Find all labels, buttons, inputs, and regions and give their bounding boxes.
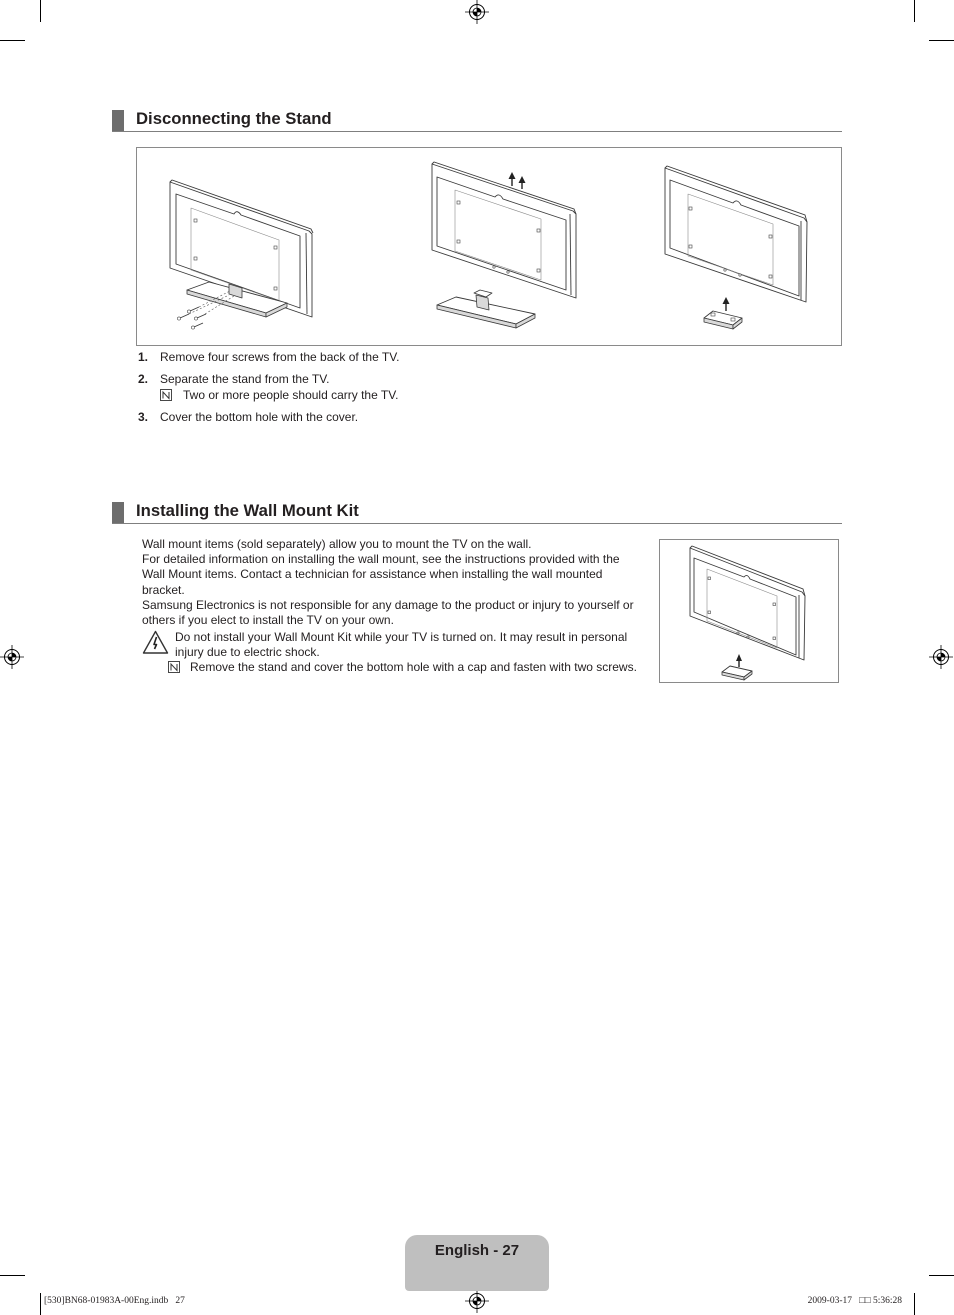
wall-mount-illustration xyxy=(659,539,839,683)
screw-hole xyxy=(708,611,711,614)
print-file-info: [530]BN68-01983A-00Eng.indb 27 xyxy=(44,1296,185,1306)
screw-hole xyxy=(194,219,197,222)
arrow-up-icon xyxy=(736,654,742,667)
screw-hole xyxy=(773,603,776,606)
section-heading: Installing the Wall Mount Kit xyxy=(136,501,359,520)
print-timestamp: 2009-03-17 □□ 5:36:28 xyxy=(807,1296,902,1306)
section-heading-rule xyxy=(112,523,842,524)
screw-hole xyxy=(689,207,692,210)
stand-removal-illustration xyxy=(136,147,842,346)
screw-hole xyxy=(708,577,711,580)
crop-mark-bottom-left-horizontal xyxy=(0,1275,25,1276)
tv-lifted-from-stand-drawing xyxy=(432,162,576,328)
page-number-label: English - 27 xyxy=(434,1242,520,1259)
arrow-up-icon xyxy=(509,172,516,186)
text-line: bracket. xyxy=(142,582,185,597)
tv-with-hole-cover-drawing xyxy=(690,546,805,680)
warning-text xyxy=(175,630,627,660)
screw-icon xyxy=(177,314,189,320)
step-number: 2. xyxy=(138,372,149,386)
screw-hole xyxy=(194,257,197,260)
text-line: Samsung Electronics is not responsible for any damage to the product or injury to yourself or xyxy=(142,597,634,612)
screw-hole xyxy=(457,240,460,243)
section-heading-bar xyxy=(112,502,124,523)
crop-mark-top-right-vertical xyxy=(914,0,915,22)
screw-hole xyxy=(769,235,772,238)
step-text: Remove four screws from the back of the TV. xyxy=(160,350,400,364)
section-heading-rule xyxy=(112,131,842,132)
crop-mark-top-right-horizontal xyxy=(929,40,954,41)
crop-mark-bottom-right-horizontal xyxy=(929,1275,954,1276)
screw-hole xyxy=(274,287,277,290)
screw-hole xyxy=(537,269,540,272)
text-line: Wall mount items (sold separately) allow you to mount the TV on the wall. xyxy=(142,537,532,551)
note-text: Remove the stand and cover the bottom hole with a cap and fasten with two screws. xyxy=(190,660,637,674)
hole-cover-drawing xyxy=(704,311,742,329)
step-number: 1. xyxy=(138,350,149,364)
crop-mark-top-left-horizontal xyxy=(0,40,25,41)
section-heading: Disconnecting the Stand xyxy=(136,109,332,128)
screw-hole xyxy=(689,245,692,248)
note-icon xyxy=(160,389,172,401)
screw-hole xyxy=(537,229,540,232)
step-text: Separate the stand from the TV. xyxy=(160,372,330,386)
text-line: For detailed information on installing the wall mount, see the instructions provided with the xyxy=(142,552,620,567)
note-text: Two or more people should carry the TV. xyxy=(183,388,399,402)
page-number-tab xyxy=(405,1235,549,1291)
wall-mount-intro-text xyxy=(142,537,634,628)
step-text: Cover the bottom hole with the cover. xyxy=(160,410,359,424)
screw-hole xyxy=(457,201,460,204)
text-line: Do not install your Wall Mount Kit while your TV is turned on. It may result in personal xyxy=(175,629,628,644)
crop-mark-top-left-vertical xyxy=(40,0,41,22)
screw-hole xyxy=(773,637,776,640)
note-icon xyxy=(168,661,180,673)
registration-mark-icon xyxy=(0,645,24,669)
screw-icon xyxy=(191,323,203,329)
screw-hole xyxy=(769,275,772,278)
crop-mark-bottom-right-vertical xyxy=(914,1293,915,1315)
tv-with-hole-cover-drawing xyxy=(665,166,807,329)
stand-removal-illustration-drawing xyxy=(136,147,842,346)
wall-mount-illustration-drawing xyxy=(659,539,839,683)
arrow-up-icon xyxy=(519,176,526,189)
crop-mark-bottom-left-vertical xyxy=(40,1293,41,1315)
registration-mark-icon xyxy=(465,1289,489,1313)
registration-mark-icon xyxy=(929,645,953,669)
tv-back-with-stand-drawing xyxy=(170,180,313,329)
text-line: others if you elect to install the TV on your own. xyxy=(142,612,394,627)
step-number: 3. xyxy=(138,410,149,424)
warning-icon xyxy=(142,630,169,655)
section-heading-bar xyxy=(112,110,124,131)
registration-mark-icon xyxy=(465,0,489,24)
hole-cover-drawing xyxy=(722,666,752,680)
screw-icon xyxy=(194,314,206,320)
screw-hole xyxy=(274,246,277,249)
text-line: Wall Mount items. Contact a technician for assistance when installing the wall mounted xyxy=(142,567,603,582)
arrow-up-icon xyxy=(723,297,730,311)
text-line: injury due to electric shock. xyxy=(175,644,320,659)
